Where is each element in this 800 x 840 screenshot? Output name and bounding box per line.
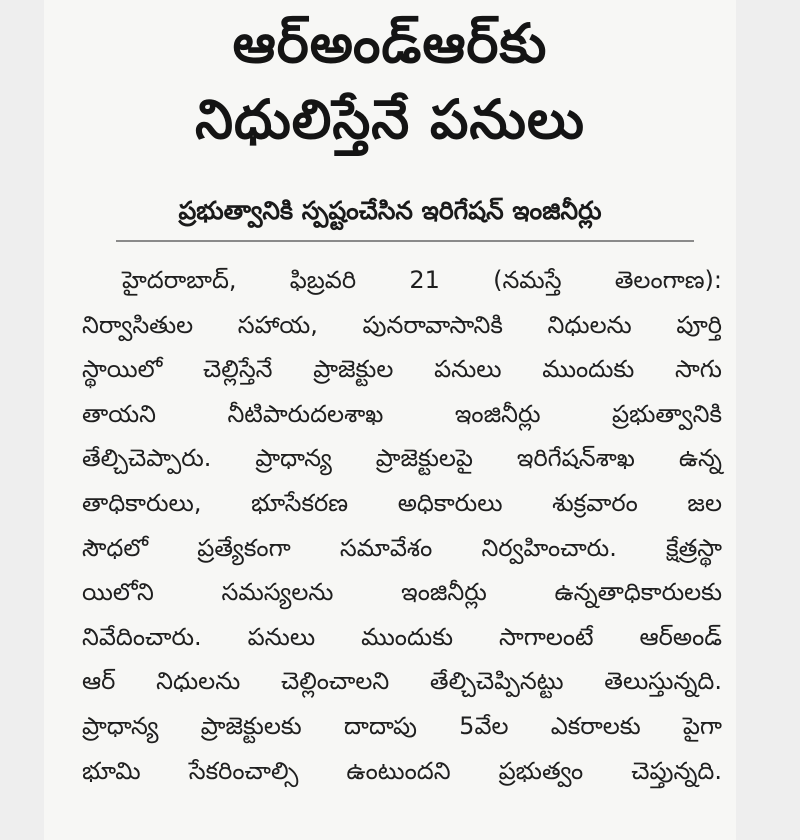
- body-line: తేల్చిచెప్పారు. ప్రాధాన్య ప్రాజెక్టులపై ఇరిగేషన్‌శాఖ ఉన్న: [82, 444, 722, 473]
- body-line: సౌధలో ప్రత్యేకంగా సమావేశం నిర్వహించారు. క్షేత్రస్థా: [82, 533, 722, 562]
- article-body: [44, 258, 736, 793]
- body-line: ప్రాధాన్య ప్రాజెక్టులకు దాదాపు 5వేల ఎకరాలకు పైగా: [82, 711, 722, 740]
- body-line: తాయని నీటిపారుదలశాఖ ఇంజినీర్లు ప్రభుత్వానికి: [82, 399, 722, 428]
- headline-line-2: నిధులిస్తేనే పనులు: [195, 88, 585, 151]
- body-line: నిర్వాసితుల సహాయ, పునరావాసానికి నిధులను పూర్తి: [82, 310, 722, 339]
- body-line: స్థాయిలో చెల్లిస్తేనే ప్రాజెక్టుల పనులు ముందుకు సాగు: [82, 355, 722, 384]
- body-line: ఆర్ నిధులను చెల్లించాలని తేల్చిచెప్పినట్టు తెలుస్తున్నది.: [82, 667, 722, 696]
- body-line: నివేదించారు. పనులు ముందుకు సాగాలంటే ఆర్‌అండ్: [82, 622, 722, 651]
- body-line-dateline: హైదరాబాద్, ఫిబ్రవరి 21 (నమస్తే తెలంగాణ):: [122, 266, 722, 294]
- subheadline: ప్రభుత్వానికి స్పష్టంచేసిన ఇరిగేషన్ ఇంజినీర్లు: [178, 196, 602, 225]
- body-line: తాధికారులు, భూసేకరణ అధికారులు శుక్రవారం జల: [82, 488, 722, 517]
- divider-rule: [116, 240, 694, 242]
- body-line: యిలోని సమస్యలను ఇంజినీర్లు ఉన్నతాధికారులకు: [82, 578, 722, 607]
- headline-line-1: ఆర్‌అండ్‌ఆర్‌కు: [232, 12, 548, 75]
- newspaper-clipping: [44, 0, 736, 840]
- body-line: భూమి సేకరించాల్సి ఉంటుందని ప్రభుత్వం చెప్తున్నది.: [82, 756, 722, 785]
